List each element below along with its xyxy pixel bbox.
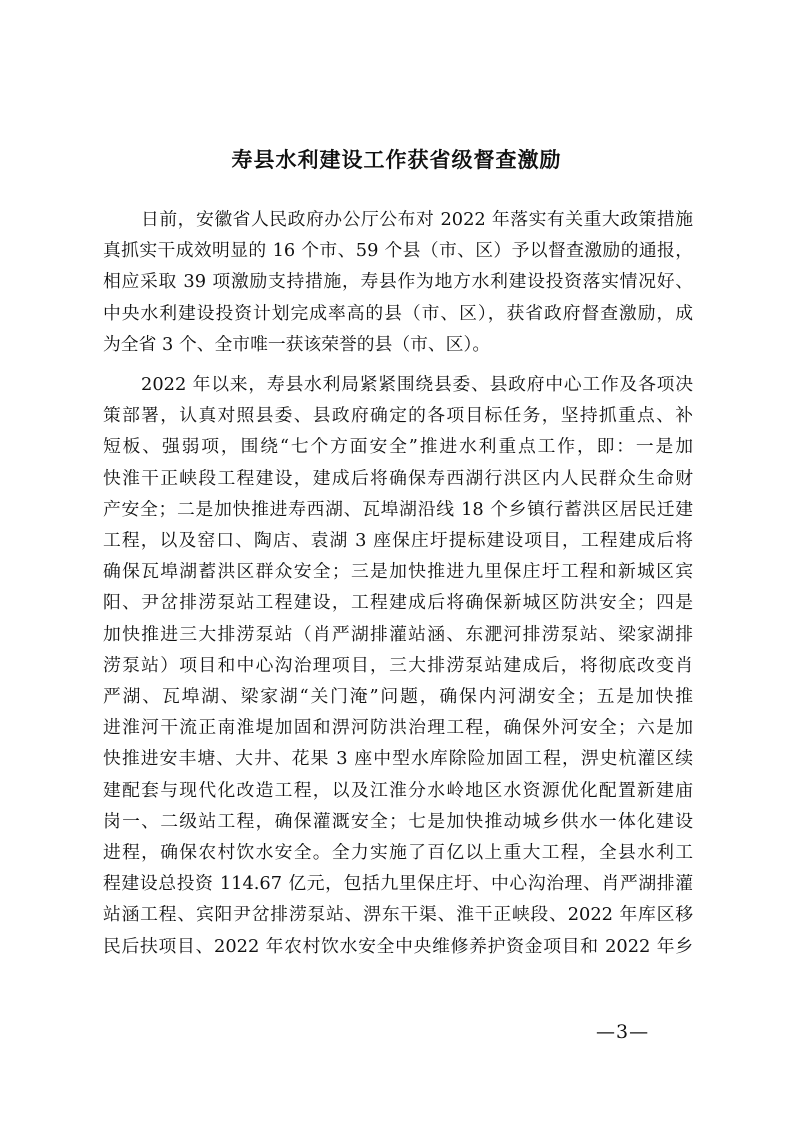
document-body: [103, 204, 693, 962]
paragraph-line: 严湖、瓦埠湖、梁家湖“关门淹”问题，确保内河湖安全；五是加快推: [103, 686, 693, 708]
paragraph-line: 阳、尹岔排涝泵站工程建设，工程建成后将确保新城区防洪安全；四是: [103, 592, 693, 614]
paragraph-line: 快淮干正峡段工程建设，建成后将确保寿西湖行洪区内人民群众生命财: [103, 467, 693, 489]
paragraph-line: 2022 年以来，寿县水利局紧紧围绕县委、县政府中心工作及各项决: [141, 374, 693, 396]
paragraph-line: 相应采取 39 项激励支持措施，寿县作为地方水利建设投资落实情况好、: [103, 271, 693, 293]
paragraph-line: 真抓实干成效明显的 16 个市、59 个县（市、区）予以督查激励的通报，: [103, 240, 693, 262]
paragraph-line: 涝泵站）项目和中心沟治理项目，三大排涝泵站建成后，将彻底改变肖: [103, 654, 693, 676]
document-title: 寿县水利建设工作获省级督查激励: [231, 147, 562, 172]
paragraph-line: 短板、强弱项，围绕“七个方面安全”推进水利重点工作，即：一是加: [103, 436, 693, 458]
paragraph-line: 建配套与现代化改造工程，以及江淮分水岭地区水资源优化配置新建庙: [103, 779, 693, 801]
paragraph-line: 站涵工程、宾阳尹岔排涝泵站、淠东干渠、淮干正峡段、2022 年库区移: [103, 904, 693, 926]
paragraph-line: 产安全；二是加快推进寿西湖、瓦埠湖沿线 18 个乡镇行蓄洪区居民迁建: [103, 498, 693, 520]
paragraph-line: 工程，以及窑口、陶店、袁湖 3 座保庄圩提标建设项目，工程建成后将: [103, 530, 693, 552]
paragraph-2: [103, 369, 693, 962]
paragraph-line: 快推进安丰塘、大井、花果 3 座中型水库除险加固工程，淠史杭灌区续: [103, 748, 693, 770]
paragraph-line: 加快推进三大排涝泵站（肖严湖排灌站涵、东淝河排涝泵站、梁家湖排: [103, 623, 693, 645]
paragraph-line: 进程，确保农村饮水安全。全力实施了百亿以上重大工程，全县水利工: [103, 842, 693, 864]
paragraph-line: 为全省 3 个、全市唯一获该荣誉的县（市、区）。: [103, 333, 491, 355]
paragraph-line: 岗一、二级站工程，确保灌溉安全；七是加快推动城乡供水一体化建设: [103, 810, 693, 832]
page-number: —3—: [596, 1021, 650, 1043]
paragraph-1: [103, 204, 693, 360]
paragraph-line: 程建设总投资 114.67 亿元，包括九里保庄圩、中心沟治理、肖严湖排灌: [103, 873, 693, 895]
paragraph-line: 策部署，认真对照县委、县政府确定的各项目标任务，坚持抓重点、补: [103, 405, 693, 427]
paragraph-line: 民后扶项目、2022 年农村饮水安全中央维修养护资金项目和 2022 年乡: [103, 935, 693, 957]
paragraph-line: 确保瓦埠湖蓄洪区群众安全；三是加快推进九里保庄圩工程和新城区宾: [103, 561, 693, 583]
paragraph-line: 中央水利建设投资计划完成率高的县（市、区），获省政府督查激励，成: [103, 302, 693, 324]
paragraph-line: 进淮河干流正南淮堤加固和淠河防洪治理工程，确保外河安全；六是加: [103, 717, 693, 739]
paragraph-line: 日前，安徽省人民政府办公厅公布对 2022 年落实有关重大政策措施: [141, 209, 693, 230]
